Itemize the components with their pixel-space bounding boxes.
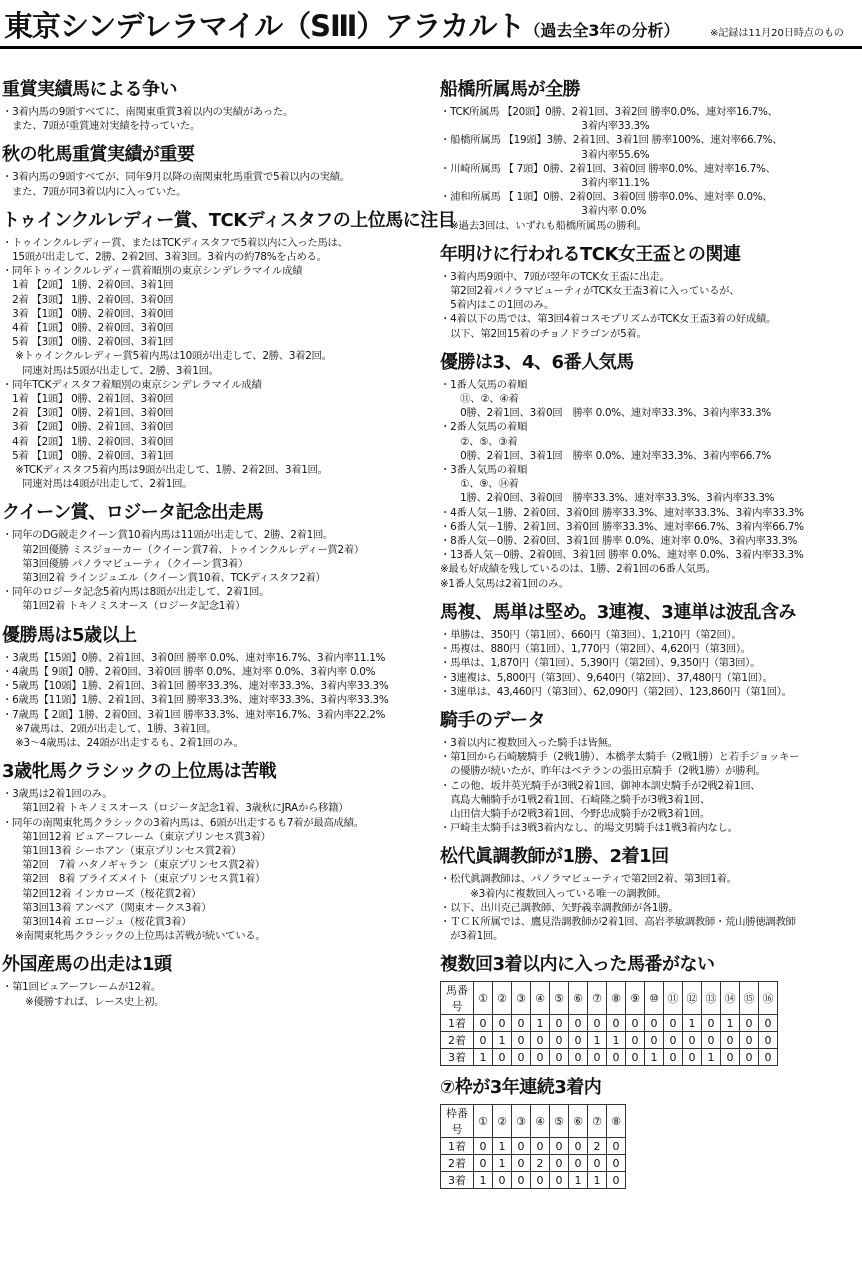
section <box>440 601 860 699</box>
text-line: 第1回2着 トキノミスオース（ロジータ記念1着） <box>2 600 246 613</box>
text-line: ・7歳馬【 2頭】1勝、2着0回、3着1回 勝率33.3%、連対率16.7%、3着内率22.2% <box>2 708 386 721</box>
text-line: 3着内率55.6% <box>440 148 650 161</box>
table-cell: 0 <box>702 1032 721 1049</box>
column-header: ⑬ <box>702 982 721 1015</box>
text-line: ・以下、出川克己調教師、矢野義幸調教師が各1勝。 <box>440 901 679 914</box>
table-cell: 0 <box>512 1032 531 1049</box>
text-line: 3着内率 0.0% <box>440 205 647 218</box>
text-line: 3着 【2頭】 0勝、2着1回、3着0回 <box>2 421 174 434</box>
table-cell: 1 <box>721 1015 740 1032</box>
column-header: ① <box>474 1105 493 1138</box>
text-line: また、7頭が重賞連対実績を持っていた。 <box>2 120 201 133</box>
table-cell: 0 <box>664 1015 683 1032</box>
section-title: 優勝は3、4、6番人気馬 <box>440 351 634 373</box>
text-line: ・4着以下の馬では、第3回4着コスモプリズムがTCK女王盃3着の好成績。 <box>440 313 777 326</box>
column-header: ② <box>493 982 512 1015</box>
text-line: ・6歳馬【11頭】1勝、2着1回、3着1回 勝率33.3%、連対率33.3%、3着内率33.3% <box>2 694 389 707</box>
table1-section <box>440 953 860 1066</box>
table-cell: 0 <box>474 1155 493 1172</box>
text-line: ・4番人気－1勝、2着0回、3着0回 勝率33.3%、連対率33.3%、3着内率33.3% <box>440 506 804 519</box>
text-line: ・船橋所属馬 【19頭】3勝、2着1回、3着1回 勝率100%、連対率66.7%、 <box>440 134 783 147</box>
column-header: ⑫ <box>683 982 702 1015</box>
section <box>440 243 860 341</box>
table-cell: 0 <box>607 1015 626 1032</box>
table-cell: 0 <box>626 1032 645 1049</box>
column-header: ⑧ <box>607 1105 626 1138</box>
section <box>440 709 860 835</box>
section <box>2 953 426 1008</box>
text-line: ・浦和所属馬 【 1頭】0勝、2着0回、3着0回 勝率0.0%、連対率 0.0%、 <box>440 191 773 204</box>
table-corner: 馬番号 <box>441 982 474 1015</box>
column-header: ③ <box>512 982 531 1015</box>
table-cell: 0 <box>664 1032 683 1049</box>
left-column <box>2 78 456 1019</box>
table-cell: 0 <box>531 1049 550 1066</box>
table-row <box>441 1155 626 1172</box>
text-line: ・3歳馬【15頭】0勝、2着1回、3着0回 勝率 0.0%、連対率16.7%、3着内率11.1% <box>2 651 386 664</box>
column-header: ⑭ <box>721 982 740 1015</box>
table-cell: 2 <box>588 1138 607 1155</box>
section <box>2 78 426 133</box>
column-header: ⑥ <box>569 1105 588 1138</box>
text-line: ・この他、坂井英光騎手が3戦2着1回、御神本訓史騎手が2戦2着1回、 <box>440 779 761 792</box>
text-line: ※7歳馬は、2頭が出走して、1勝、3着1回。 <box>2 722 217 735</box>
text-line: ・3着以内に複数回入った騎手は皆無。 <box>440 736 618 749</box>
section <box>440 845 860 943</box>
table-cell: 0 <box>550 1155 569 1172</box>
bracket-number-table <box>440 1104 626 1189</box>
text-line: 5着 【3頭】 0勝、2着0回、3着1回 <box>2 336 174 349</box>
text-line: ・8番人気－0勝、2着0回、3着1回 勝率 0.0%、連対率 0.0%、3着内率33.3% <box>440 535 798 548</box>
text-line: ※1番人気馬は2着1回のみ。 <box>440 577 569 590</box>
text-line: 第3回2着 ラインジュエル（クイーン賞10着、TCKディスタフ2着） <box>2 572 326 585</box>
text-line: 5着 【1頭】 0勝、2着0回、3着1回 <box>2 449 174 462</box>
table-cell: 1 <box>531 1015 550 1032</box>
text-line: 第2回 7着 ハタノギャラン（東京プリンセス賞2着） <box>2 859 265 872</box>
table-cell: 0 <box>721 1049 740 1066</box>
text-line: 真島大輔騎手が1戦2着1回、石崎隆之騎手が3戦3着1回、 <box>440 793 710 806</box>
table-cell: 0 <box>512 1172 531 1189</box>
table-cell: 0 <box>607 1155 626 1172</box>
text-line: ・3着内馬の9頭すべてに、南関東重賞3着以内の実績があった。 <box>2 106 294 118</box>
text-line: 2着 【3頭】 0勝、2着1回、3着0回 <box>2 407 174 420</box>
text-line: ・2番人気馬の着順 <box>440 421 528 434</box>
right-column <box>440 78 860 1199</box>
table-row <box>441 1015 778 1032</box>
table-cell: 0 <box>626 1015 645 1032</box>
text-line: の優勝が続いたが、昨年はベテランの張田京騎手（2戦1勝）が勝利。 <box>440 765 766 778</box>
text-line: ②、⑤、③着 <box>440 435 518 448</box>
text-line: ※トゥインクルレディー賞5着内馬は10頭が出走して、2勝、3着2回。 <box>2 350 332 363</box>
section-title: 騎手のデータ <box>440 709 545 731</box>
text-line: 3着内率33.3% <box>440 120 650 133</box>
section <box>2 143 426 198</box>
table-cell: 0 <box>645 1015 664 1032</box>
text-line: 第2回 8着 ブライズメイト（東京プリンセス賞1着） <box>2 873 266 886</box>
text-line: ・馬複は、880円（第1回）、1,770円（第2回）、4,620円（第3回）。 <box>440 643 751 656</box>
text-line: ・3連単は、43,460円（第3回）、62,090円（第2回）、123,860円（第1回）。 <box>440 685 792 698</box>
text-line: ・同年TCKディスタフ着順別の東京シンデレラマイル成績 <box>2 378 262 391</box>
table-cell: 0 <box>721 1032 740 1049</box>
text-line: ・戸崎圭太騎手は3戦3着内なし、的場文男騎手は1戦3着内なし。 <box>440 822 738 835</box>
text-line: 山田信大騎手が2戦3着1回、今野忠成騎手が2戦3着1回。 <box>440 807 710 820</box>
text-line: が3着1回。 <box>440 930 504 943</box>
text-line: 5着内はこの1回のみ。 <box>440 299 555 312</box>
table-cell: 0 <box>531 1172 550 1189</box>
table-cell: 0 <box>645 1032 664 1049</box>
table-cell: 0 <box>569 1049 588 1066</box>
text-line: ・3連複は、5,800円（第3回）、9,640円（第2回）、37,480円（第1回）。 <box>440 671 773 684</box>
table-cell: 0 <box>569 1138 588 1155</box>
table-cell: 0 <box>588 1155 607 1172</box>
text-line: 第2回2着パノラマビューティがTCK女王盃3着に入っているが、 <box>440 285 740 298</box>
text-line: ・3着内馬の9頭すべてが、同年9月以降の南関東牝馬重賞で5着以内の実績。 <box>2 171 350 184</box>
table-row <box>441 1138 626 1155</box>
header-divider <box>0 46 862 49</box>
table-cell: 0 <box>512 1155 531 1172</box>
right-sections <box>440 78 860 943</box>
table-cell: 1 <box>569 1172 588 1189</box>
text-line: ※3着内に複数回入っている唯一の調教師。 <box>440 887 667 900</box>
table-row <box>441 1172 626 1189</box>
text-line: 第3回13着 アンベア（関東オークス3着） <box>2 901 212 914</box>
column-header: ⑦ <box>588 1105 607 1138</box>
text-line: ※南関東牝馬クラシックの上位馬は苦戦が続いている。 <box>2 930 266 943</box>
table-cell: 0 <box>512 1138 531 1155</box>
text-line: ・3着内馬9頭中、7頭が翌年のTCK女王盃に出走。 <box>440 270 670 283</box>
text-line: ・3番人気馬の着順 <box>440 464 528 477</box>
text-line: 第3回14着 エロージュ（桜花賞3着） <box>2 915 192 928</box>
table-cell: 1 <box>702 1049 721 1066</box>
table-cell: 1 <box>607 1032 626 1049</box>
text-line: 以下、第2回15着のチョノドラゴンが5着。 <box>440 327 647 340</box>
text-line: 第1回2着 トキノミスオース（ロジータ記念1着、3歳秋にJRAから移籍） <box>2 802 349 815</box>
text-line: ・馬単は、1,870円（第1回）、5,390円（第2回）、9,350円（第3回）。 <box>440 657 761 670</box>
text-line: 1勝、2着0回、3着0回 勝率33.3%、連対率33.3%、3着内率33.3% <box>440 492 775 505</box>
table-cell: 0 <box>740 1015 759 1032</box>
table-cell: 0 <box>607 1172 626 1189</box>
column-header: ⑤ <box>550 982 569 1015</box>
table-cell: 1 <box>493 1155 512 1172</box>
text-line: ・ＴＣＫ所属では、鷹見浩調教師が2着1回、高岩孝敏調教師・荒山勝徳調教師 <box>440 915 796 928</box>
section-title: 松代眞調教師が1勝、2着1回 <box>440 846 669 868</box>
column-header: ④ <box>531 1105 550 1138</box>
table-cell: 0 <box>607 1138 626 1155</box>
table-cell: 0 <box>740 1049 759 1066</box>
row-label: 2着 <box>441 1032 474 1049</box>
table-cell: 1 <box>588 1032 607 1049</box>
horse-number-table <box>440 981 778 1066</box>
table-row <box>441 1032 778 1049</box>
section-title: 3歳牝馬クラシックの上位馬は苦戦 <box>2 761 277 783</box>
column-header: ② <box>493 1105 512 1138</box>
text-line: ・松代眞調教師は、パノラマビューティで第2回2着、第3回1着。 <box>440 873 737 886</box>
section-title: クイーン賞、ロジータ記念出走馬 <box>2 502 264 524</box>
text-line: ※優勝すれば、レース史上初。 <box>2 995 165 1008</box>
text-line: 15頭が出走して、2勝、2着2回、3着3回。3着内の約78%を占める。 <box>2 251 327 264</box>
section <box>2 760 426 943</box>
text-line: 1着 【2頭】 1勝、2着0回、3着1回 <box>2 279 174 292</box>
text-line: 2着 【3頭】 1勝、2着0回、3着0回 <box>2 293 174 306</box>
text-line: 第1回12着 ピュアーフレーム（東京プリンセス賞3着） <box>2 830 271 843</box>
row-label: 1着 <box>441 1015 474 1032</box>
text-line: ・川崎所属馬 【 7頭】0勝、2着1回、3着0回 勝率0.0%、連対率16.7%、 <box>440 162 776 175</box>
section-title: ⑦枠が3年連続3着内 <box>440 1077 602 1099</box>
text-line: ・1番人気馬の着順 <box>440 378 528 391</box>
table-cell: 1 <box>645 1049 664 1066</box>
table-cell: 0 <box>512 1049 531 1066</box>
table-cell: 0 <box>550 1138 569 1155</box>
table-cell: 0 <box>626 1049 645 1066</box>
table-cell: 1 <box>493 1138 512 1155</box>
text-line: ・5歳馬【10頭】1勝、2着1回、3着1回 勝率33.3%、連対率33.3%、3着内率33.3% <box>2 680 389 693</box>
table-cell: 0 <box>588 1015 607 1032</box>
table-cell: 0 <box>493 1049 512 1066</box>
column-header: ⑨ <box>626 982 645 1015</box>
table-cell: 1 <box>588 1172 607 1189</box>
title-main: 東京シンデレラマイル（SⅢ）アラカルト <box>4 9 525 43</box>
table-cell: 0 <box>512 1015 531 1032</box>
column-header: ③ <box>512 1105 531 1138</box>
column-header: ⑯ <box>759 982 778 1015</box>
table-cell: 0 <box>550 1032 569 1049</box>
record-note: ※記録は11月20日時点のもの <box>710 28 844 39</box>
table-cell: 0 <box>683 1032 702 1049</box>
table-cell: 0 <box>550 1172 569 1189</box>
table-cell: 0 <box>569 1155 588 1172</box>
text-line: 3着 【1頭】 0勝、2着0回、3着0回 <box>2 307 174 320</box>
text-line: ・第1回から石崎駿騎手（2戦1勝）、本橋孝太騎手（2戦1勝）と若手ジョッキー <box>440 751 800 764</box>
table-cell: 0 <box>759 1015 778 1032</box>
text-line: 4着 【1頭】 0勝、2着0回、3着0回 <box>2 322 174 335</box>
text-line: ※最も好成績を残しているのは、1勝、2着1回の6番人気馬。 <box>440 563 716 576</box>
text-line: 第1回13着 シーホアン（東京プリンセス賞2着） <box>2 844 242 857</box>
table-cell: 0 <box>607 1049 626 1066</box>
row-label: 2着 <box>441 1155 474 1172</box>
section <box>440 351 860 591</box>
table-cell: 1 <box>474 1172 493 1189</box>
table-cell: 0 <box>531 1032 550 1049</box>
text-line: 同連対馬は4頭が出走して、2着1回。 <box>2 478 193 491</box>
table-cell: 0 <box>759 1049 778 1066</box>
text-line: 同連対馬は5頭が出走して、2勝、3着1回。 <box>2 364 219 377</box>
table-cell: 0 <box>474 1015 493 1032</box>
text-line: ・同年のロジータ記念5着内馬は8頭が出走して、2着1回。 <box>2 586 270 599</box>
text-line: ※TCKディスタフ5着内馬は9頭が出走して、1勝、2着2回、3着1回。 <box>2 464 328 477</box>
section <box>440 78 860 233</box>
table-cell: 0 <box>588 1049 607 1066</box>
text-line: ①、⑨、⑭着 <box>440 478 519 491</box>
column-header: ⑦ <box>588 982 607 1015</box>
text-line: また、7頭が同3着以内に入っていた。 <box>2 185 187 198</box>
table-cell: 0 <box>759 1032 778 1049</box>
text-line: ・同年トゥインクルレディー賞着順別の東京シンデレラマイル成績 <box>2 265 303 278</box>
text-line: 0勝、2着1回、3着1回 勝率 0.0%、連対率33.3%、3着内率66.7% <box>440 449 771 462</box>
section-title: 外国産馬の出走は1頭 <box>2 954 172 976</box>
column-header: ① <box>474 982 493 1015</box>
row-label: 1着 <box>441 1138 474 1155</box>
table-cell: 0 <box>493 1172 512 1189</box>
text-line: ⑪、②、④着 <box>440 393 519 406</box>
table-cell: 0 <box>664 1049 683 1066</box>
section-title: 重賞実績馬による争い <box>2 79 177 100</box>
table-cell: 0 <box>550 1049 569 1066</box>
table-cell: 0 <box>474 1032 493 1049</box>
text-line: 第2回優勝 ミスジョーカー（クイーン賞7着、トゥインクルレディー賞2着） <box>2 543 364 556</box>
column-header: ⑤ <box>550 1105 569 1138</box>
text-line: ※3～4歳馬は、24頭が出走するも、2着1回のみ。 <box>2 736 244 749</box>
section-title: トゥインクルレディー賞、TCKディスタフの上位馬に注目 <box>2 209 456 231</box>
section <box>2 209 456 492</box>
table-corner: 枠番号 <box>441 1105 474 1138</box>
section-title: 複数回3着以内に入った馬番がない <box>440 954 715 976</box>
table-cell: 1 <box>683 1015 702 1032</box>
table-cell: 0 <box>740 1032 759 1049</box>
text-line: ・3歳馬は2着1回のみ。 <box>2 788 113 801</box>
text-line: ・同年のDG競走クイーン賞10着内馬は11頭が出走して、2勝、2着1回。 <box>2 529 334 542</box>
section-title: 年明けに行われるTCK女王盃との関連 <box>440 243 741 265</box>
table-cell: 0 <box>474 1138 493 1155</box>
column-header: ⑥ <box>569 982 588 1015</box>
table-cell: 0 <box>683 1049 702 1066</box>
page-header <box>0 0 862 52</box>
text-line: ・4歳馬【 9頭】0勝、2着0回、3着0回 勝率 0.0%、連対率 0.0%、3着内率 0.0% <box>2 665 376 678</box>
table-cell: 0 <box>702 1015 721 1032</box>
section <box>2 624 426 750</box>
text-line: ※過去3回は、いずれも船橋所属馬の勝利。 <box>440 219 647 232</box>
text-line: ・単勝は、350円（第1回）、660円（第3回）、1,210円（第2回）。 <box>440 628 742 641</box>
row-label: 3着 <box>441 1172 474 1189</box>
column-header: ⑪ <box>664 982 683 1015</box>
section-title: 優勝馬は5歳以上 <box>2 624 137 646</box>
table-cell: 1 <box>493 1032 512 1049</box>
text-line: 0勝、2着1回、3着0回 勝率 0.0%、連対率33.3%、3着内率33.3% <box>440 407 771 420</box>
table-cell: 2 <box>531 1155 550 1172</box>
row-label: 3着 <box>441 1049 474 1066</box>
column-header: ⑧ <box>607 982 626 1015</box>
section <box>2 501 426 613</box>
column-header: ⑩ <box>645 982 664 1015</box>
table-cell: 0 <box>569 1015 588 1032</box>
page-title <box>4 4 680 45</box>
text-line: ・トゥインクルレディー賞、またはTCKディスタフで5着以内に入った馬は、 <box>2 236 348 249</box>
text-line: ・13番人気－0勝、2着0回、3着1回 勝率 0.0%、連対率 0.0%、3着内率33.3% <box>440 549 804 562</box>
column-header: ⑮ <box>740 982 759 1015</box>
text-line: ・TCK所属馬 【20頭】0勝、2着1回、3着2回 勝率0.0%、連対率16.7%、 <box>440 106 778 118</box>
table-cell: 0 <box>569 1032 588 1049</box>
text-line: ・同年の南関東牝馬クラシックの3着内馬は、6頭が出走するも7着が最高成績。 <box>2 816 364 829</box>
section-title: 船橋所属馬が全勝 <box>440 79 580 100</box>
section-title: 秋の牝馬重賞実績が重要 <box>2 144 195 166</box>
text-line: 4着 【2頭】 1勝、2着0回、3着0回 <box>2 435 174 448</box>
text-line: 3着内率11.1% <box>440 177 650 190</box>
table-row <box>441 1049 778 1066</box>
text-line: ・第1回ピュアーフレームが12着。 <box>2 981 161 994</box>
column-header: ④ <box>531 982 550 1015</box>
text-line: 第3回優勝 パノラマビューティ（クイーン賞3着） <box>2 557 249 570</box>
table-cell: 0 <box>531 1138 550 1155</box>
text-line: ・6番人気－1勝、2着1回、3着0回 勝率33.3%、連対率66.7%、3着内率66.7% <box>440 520 804 533</box>
text-line: 第2回12着 インカローズ（桜花賞2着） <box>2 887 202 900</box>
text-line: 1着 【1頭】 0勝、2着1回、3着0回 <box>2 393 174 406</box>
table-cell: 1 <box>474 1049 493 1066</box>
page-subtitle: （過去全3年の分析） <box>524 21 680 40</box>
table-cell: 0 <box>550 1015 569 1032</box>
table-cell: 0 <box>493 1015 512 1032</box>
section-title: 馬複、馬単は堅め。3連複、3連単は波乱含み <box>440 601 796 623</box>
table2-section <box>440 1076 860 1189</box>
